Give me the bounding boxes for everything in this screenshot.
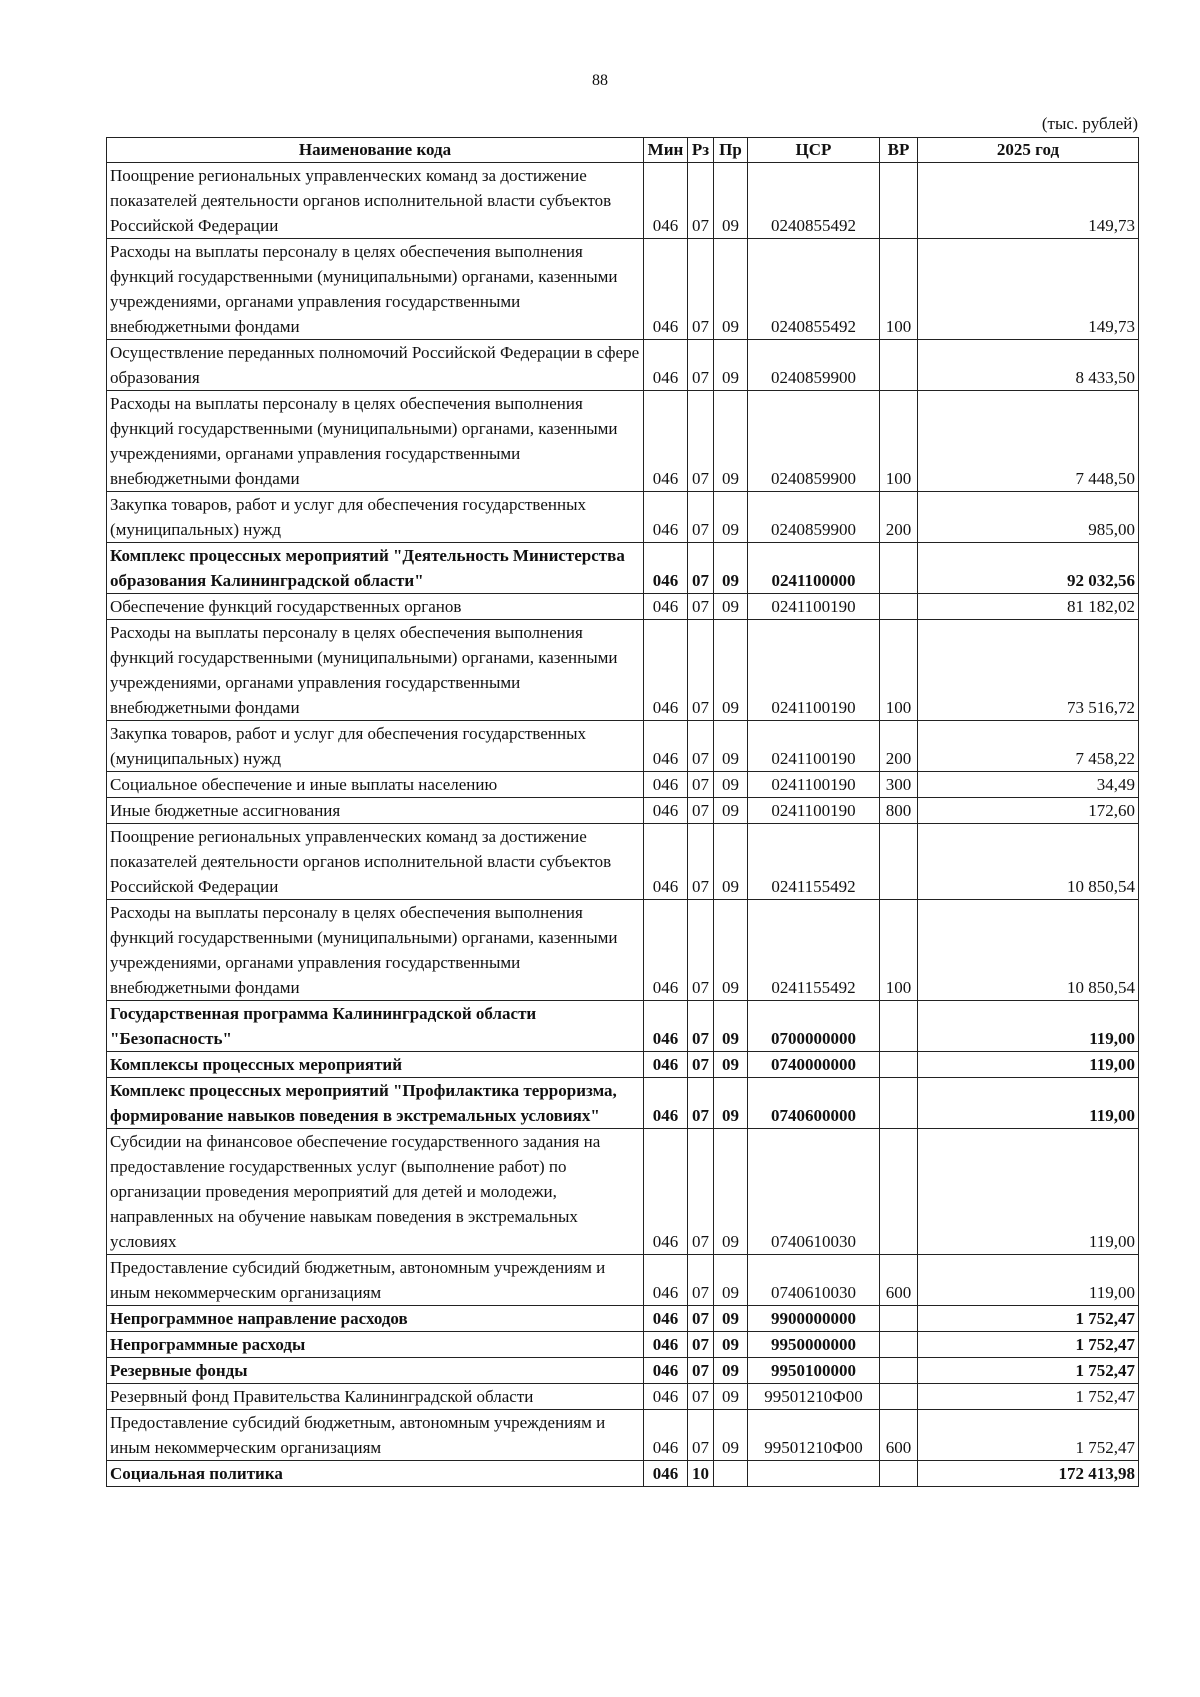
cell-pr: 09 bbox=[714, 391, 748, 492]
cell-pr: 09 bbox=[714, 1001, 748, 1052]
cell-name: Комплекс процессных мероприятий "Профилактика терроризма, формирование навыков поведения в экстремальных условиях" bbox=[107, 1078, 644, 1129]
table-row bbox=[107, 1129, 1139, 1255]
cell-pr: 09 bbox=[714, 620, 748, 721]
cell-pr: 09 bbox=[714, 1306, 748, 1332]
cell-min: 046 bbox=[644, 798, 688, 824]
cell-rz: 07 bbox=[688, 798, 714, 824]
cell-csr: 0241155492 bbox=[748, 824, 880, 900]
cell-amount: 119,00 bbox=[918, 1052, 1139, 1078]
table-row bbox=[107, 1384, 1139, 1410]
cell-name: Расходы на выплаты персоналу в целях обеспечения выполнения функций государственными (муниципальными) органами, казенными учреждениями, органами управления государственными внебюджетными фондами bbox=[107, 620, 644, 721]
cell-vr: 200 bbox=[880, 721, 918, 772]
cell-pr: 09 bbox=[714, 492, 748, 543]
cell-csr: 99501210Ф00 bbox=[748, 1410, 880, 1461]
cell-vr: 600 bbox=[880, 1410, 918, 1461]
table-row bbox=[107, 824, 1139, 900]
cell-rz: 07 bbox=[688, 594, 714, 620]
cell-name: Субсидии на финансовое обеспечение государственного задания на предоставление государственных услуг (выполнение работ) по организации проведения мероприятий для детей и молодежи, направленных на обучение навыкам поведения в экстремальных условиях bbox=[107, 1129, 644, 1255]
cell-pr: 09 bbox=[714, 1358, 748, 1384]
cell-name: Резервные фонды bbox=[107, 1358, 644, 1384]
cell-pr: 09 bbox=[714, 1129, 748, 1255]
cell-rz: 07 bbox=[688, 721, 714, 772]
cell-csr: 0241100190 bbox=[748, 620, 880, 721]
cell-rz: 07 bbox=[688, 1255, 714, 1306]
cell-csr: 99501210Ф00 bbox=[748, 1384, 880, 1410]
cell-csr: 0241100190 bbox=[748, 798, 880, 824]
cell-name: Предоставление субсидий бюджетным, автономным учреждениям и иным некоммерческим организациям bbox=[107, 1410, 644, 1461]
cell-name: Социальная политика bbox=[107, 1461, 644, 1487]
cell-amount: 10 850,54 bbox=[918, 824, 1139, 900]
table-row bbox=[107, 239, 1139, 340]
units-label: (тыс. рублей) bbox=[1041, 114, 1138, 133]
cell-rz: 07 bbox=[688, 1129, 714, 1255]
cell-csr: 0240855492 bbox=[748, 239, 880, 340]
table-row bbox=[107, 1306, 1139, 1332]
cell-pr: 09 bbox=[714, 772, 748, 798]
budget-table bbox=[106, 137, 1139, 1487]
cell-vr bbox=[880, 1052, 918, 1078]
cell-csr: 9950100000 bbox=[748, 1358, 880, 1384]
cell-name: Обеспечение функций государственных органов bbox=[107, 594, 644, 620]
cell-amount: 73 516,72 bbox=[918, 620, 1139, 721]
cell-rz: 07 bbox=[688, 1384, 714, 1410]
cell-csr: 0740600000 bbox=[748, 1078, 880, 1129]
table-row bbox=[107, 543, 1139, 594]
cell-csr bbox=[748, 1461, 880, 1487]
cell-name: Непрограммное направление расходов bbox=[107, 1306, 644, 1332]
cell-pr: 09 bbox=[714, 1332, 748, 1358]
cell-amount: 1 752,47 bbox=[918, 1332, 1139, 1358]
cell-rz: 07 bbox=[688, 1332, 714, 1358]
table-row bbox=[107, 772, 1139, 798]
cell-vr bbox=[880, 824, 918, 900]
cell-name: Поощрение региональных управленческих команд за достижение показателей деятельности органов исполнительной власти субъектов Российской Федерации bbox=[107, 163, 644, 239]
table-row bbox=[107, 721, 1139, 772]
cell-rz: 07 bbox=[688, 239, 714, 340]
cell-vr bbox=[880, 1129, 918, 1255]
cell-csr: 0740610030 bbox=[748, 1129, 880, 1255]
table-row bbox=[107, 1052, 1139, 1078]
cell-amount: 985,00 bbox=[918, 492, 1139, 543]
cell-min: 046 bbox=[644, 1384, 688, 1410]
cell-amount: 7 458,22 bbox=[918, 721, 1139, 772]
cell-vr bbox=[880, 1358, 918, 1384]
cell-min: 046 bbox=[644, 1078, 688, 1129]
cell-amount: 149,73 bbox=[918, 239, 1139, 340]
cell-min: 046 bbox=[644, 1332, 688, 1358]
cell-pr: 09 bbox=[714, 1052, 748, 1078]
table-row bbox=[107, 492, 1139, 543]
cell-pr: 09 bbox=[714, 798, 748, 824]
cell-rz: 07 bbox=[688, 340, 714, 391]
header-vr: ВР bbox=[880, 138, 918, 163]
cell-min: 046 bbox=[644, 594, 688, 620]
cell-vr: 100 bbox=[880, 900, 918, 1001]
cell-rz: 07 bbox=[688, 1001, 714, 1052]
cell-name: Иные бюджетные ассигнования bbox=[107, 798, 644, 824]
cell-vr bbox=[880, 163, 918, 239]
cell-name: Расходы на выплаты персоналу в целях обеспечения выполнения функций государственными (муниципальными) органами, казенными учреждениями, органами управления государственными внебюджетными фондами bbox=[107, 900, 644, 1001]
cell-rz: 07 bbox=[688, 1052, 714, 1078]
cell-min: 046 bbox=[644, 1129, 688, 1255]
cell-name: Закупка товаров, работ и услуг для обеспечения государственных (муниципальных) нужд bbox=[107, 721, 644, 772]
table-row bbox=[107, 594, 1139, 620]
cell-amount: 119,00 bbox=[918, 1078, 1139, 1129]
table-row bbox=[107, 163, 1139, 239]
cell-csr: 0740610030 bbox=[748, 1255, 880, 1306]
cell-rz: 07 bbox=[688, 543, 714, 594]
cell-rz: 07 bbox=[688, 772, 714, 798]
cell-vr: 100 bbox=[880, 391, 918, 492]
cell-vr bbox=[880, 340, 918, 391]
cell-vr: 600 bbox=[880, 1255, 918, 1306]
cell-amount: 92 032,56 bbox=[918, 543, 1139, 594]
cell-min: 046 bbox=[644, 1052, 688, 1078]
cell-name: Государственная программа Калининградской области "Безопасность" bbox=[107, 1001, 644, 1052]
header-year: 2025 год bbox=[918, 138, 1139, 163]
cell-csr: 9950000000 bbox=[748, 1332, 880, 1358]
cell-pr: 09 bbox=[714, 1255, 748, 1306]
cell-name: Резервный фонд Правительства Калининградской области bbox=[107, 1384, 644, 1410]
cell-amount: 10 850,54 bbox=[918, 900, 1139, 1001]
cell-rz: 07 bbox=[688, 391, 714, 492]
cell-pr: 09 bbox=[714, 721, 748, 772]
table-row bbox=[107, 1410, 1139, 1461]
cell-vr: 200 bbox=[880, 492, 918, 543]
cell-min: 046 bbox=[644, 1255, 688, 1306]
cell-rz: 07 bbox=[688, 620, 714, 721]
cell-amount: 149,73 bbox=[918, 163, 1139, 239]
cell-pr: 09 bbox=[714, 1078, 748, 1129]
table-row bbox=[107, 1358, 1139, 1384]
cell-rz: 07 bbox=[688, 1358, 714, 1384]
cell-vr: 800 bbox=[880, 798, 918, 824]
cell-pr: 09 bbox=[714, 594, 748, 620]
cell-name: Осуществление переданных полномочий Российской Федерации в сфере образования bbox=[107, 340, 644, 391]
cell-vr bbox=[880, 543, 918, 594]
cell-name: Расходы на выплаты персоналу в целях обеспечения выполнения функций государственными (муниципальными) органами, казенными учреждениями, органами управления государственными внебюджетными фондами bbox=[107, 239, 644, 340]
cell-name: Расходы на выплаты персоналу в целях обеспечения выполнения функций государственными (муниципальными) органами, казенными учреждениями, органами управления государственными внебюджетными фондами bbox=[107, 391, 644, 492]
page-number: 88 bbox=[592, 72, 608, 89]
cell-csr: 0740000000 bbox=[748, 1052, 880, 1078]
cell-vr bbox=[880, 1332, 918, 1358]
cell-amount: 119,00 bbox=[918, 1001, 1139, 1052]
table-row bbox=[107, 798, 1139, 824]
cell-pr: 09 bbox=[714, 824, 748, 900]
cell-min: 046 bbox=[644, 492, 688, 543]
cell-name: Закупка товаров, работ и услуг для обеспечения государственных (муниципальных) нужд bbox=[107, 492, 644, 543]
cell-min: 046 bbox=[644, 391, 688, 492]
header-name: Наименование кода bbox=[107, 138, 644, 163]
table-row bbox=[107, 620, 1139, 721]
cell-amount: 119,00 bbox=[918, 1255, 1139, 1306]
cell-amount: 7 448,50 bbox=[918, 391, 1139, 492]
cell-rz: 07 bbox=[688, 492, 714, 543]
cell-csr: 9900000000 bbox=[748, 1306, 880, 1332]
cell-rz: 07 bbox=[688, 1078, 714, 1129]
table-row bbox=[107, 1001, 1139, 1052]
header-csr: ЦСР bbox=[748, 138, 880, 163]
cell-name: Предоставление субсидий бюджетным, автономным учреждениям и иным некоммерческим организациям bbox=[107, 1255, 644, 1306]
cell-min: 046 bbox=[644, 824, 688, 900]
cell-vr: 300 bbox=[880, 772, 918, 798]
cell-name: Социальное обеспечение и иные выплаты населению bbox=[107, 772, 644, 798]
cell-amount: 172,60 bbox=[918, 798, 1139, 824]
cell-vr bbox=[880, 1384, 918, 1410]
cell-min: 046 bbox=[644, 1001, 688, 1052]
table-row bbox=[107, 391, 1139, 492]
cell-pr: 09 bbox=[714, 900, 748, 1001]
table-row bbox=[107, 1332, 1139, 1358]
cell-min: 046 bbox=[644, 543, 688, 594]
cell-csr: 0241100190 bbox=[748, 721, 880, 772]
cell-rz: 10 bbox=[688, 1461, 714, 1487]
cell-csr: 0240859900 bbox=[748, 340, 880, 391]
header-rz: Рз bbox=[688, 138, 714, 163]
cell-rz: 07 bbox=[688, 1306, 714, 1332]
cell-rz: 07 bbox=[688, 1410, 714, 1461]
header-pr: Пр bbox=[714, 138, 748, 163]
cell-vr: 100 bbox=[880, 239, 918, 340]
cell-pr bbox=[714, 1461, 748, 1487]
cell-vr bbox=[880, 1461, 918, 1487]
cell-min: 046 bbox=[644, 163, 688, 239]
cell-rz: 07 bbox=[688, 824, 714, 900]
table-row bbox=[107, 1078, 1139, 1129]
cell-csr: 0241100190 bbox=[748, 772, 880, 798]
cell-min: 046 bbox=[644, 772, 688, 798]
cell-rz: 07 bbox=[688, 163, 714, 239]
table-row bbox=[107, 900, 1139, 1001]
cell-csr: 0241100190 bbox=[748, 594, 880, 620]
cell-pr: 09 bbox=[714, 239, 748, 340]
cell-min: 046 bbox=[644, 239, 688, 340]
cell-name: Поощрение региональных управленческих команд за достижение показателей деятельности органов исполнительной власти субъектов Российской Федерации bbox=[107, 824, 644, 900]
cell-amount: 1 752,47 bbox=[918, 1358, 1139, 1384]
table-row bbox=[107, 1461, 1139, 1487]
cell-vr bbox=[880, 594, 918, 620]
cell-min: 046 bbox=[644, 340, 688, 391]
cell-amount: 81 182,02 bbox=[918, 594, 1139, 620]
cell-name: Непрограммные расходы bbox=[107, 1332, 644, 1358]
cell-pr: 09 bbox=[714, 163, 748, 239]
cell-min: 046 bbox=[644, 1461, 688, 1487]
cell-csr: 0700000000 bbox=[748, 1001, 880, 1052]
cell-vr: 100 bbox=[880, 620, 918, 721]
cell-pr: 09 bbox=[714, 1410, 748, 1461]
cell-amount: 1 752,47 bbox=[918, 1410, 1139, 1461]
cell-pr: 09 bbox=[714, 340, 748, 391]
cell-amount: 34,49 bbox=[918, 772, 1139, 798]
cell-min: 046 bbox=[644, 900, 688, 1001]
cell-name: Комплексы процессных мероприятий bbox=[107, 1052, 644, 1078]
cell-name: Комплекс процессных мероприятий "Деятельность Министерства образования Калининградской области" bbox=[107, 543, 644, 594]
cell-amount: 8 433,50 bbox=[918, 340, 1139, 391]
cell-pr: 09 bbox=[714, 543, 748, 594]
cell-vr bbox=[880, 1306, 918, 1332]
cell-csr: 0241100000 bbox=[748, 543, 880, 594]
cell-amount: 1 752,47 bbox=[918, 1306, 1139, 1332]
header-row bbox=[107, 138, 1139, 163]
table-row bbox=[107, 1255, 1139, 1306]
cell-min: 046 bbox=[644, 721, 688, 772]
cell-vr bbox=[880, 1001, 918, 1052]
cell-min: 046 bbox=[644, 1306, 688, 1332]
cell-csr: 0241155492 bbox=[748, 900, 880, 1001]
cell-csr: 0240859900 bbox=[748, 391, 880, 492]
cell-amount: 172 413,98 bbox=[918, 1461, 1139, 1487]
table-row bbox=[107, 340, 1139, 391]
cell-amount: 119,00 bbox=[918, 1129, 1139, 1255]
cell-min: 046 bbox=[644, 1410, 688, 1461]
cell-vr bbox=[880, 1078, 918, 1129]
cell-amount: 1 752,47 bbox=[918, 1384, 1139, 1410]
header-min: Мин bbox=[644, 138, 688, 163]
cell-pr: 09 bbox=[714, 1384, 748, 1410]
cell-csr: 0240855492 bbox=[748, 163, 880, 239]
cell-min: 046 bbox=[644, 620, 688, 721]
cell-csr: 0240859900 bbox=[748, 492, 880, 543]
cell-rz: 07 bbox=[688, 900, 714, 1001]
cell-min: 046 bbox=[644, 1358, 688, 1384]
